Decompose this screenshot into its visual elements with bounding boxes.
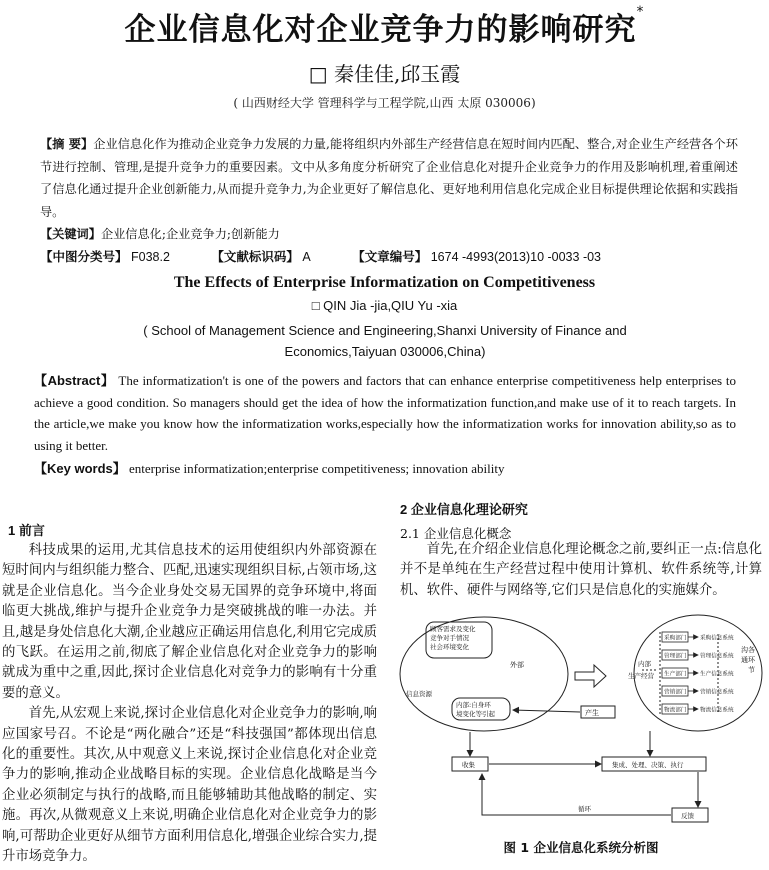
cycle-arrow — [482, 774, 671, 815]
paragraph: 首先,从宏观上来说,探讨企业信息化对企业竞争力的影响,响应国家号召。不论是“两化融合”还是“科技强国”都体现出信息化的重要性。其次,从中观意义上来说,探讨企业信息化对企业竞争力的影响,推动企业战略目标的实现。企业信息化战略是当今企业必须制定与执行的战略,而且能够辅助其他战略的制定、实施。再次,从微观意义上来说,明确企业信息化对企业竞争力的影响,可帮助企业更好从细节方面利用信息化,增强企业综合实力,提升市场竞争力。 — [2, 706, 377, 865]
cycle-label: 循环 — [578, 805, 591, 813]
external-info-line-1: 顾客需求及变化 — [430, 625, 476, 633]
english-keywords — [34, 458, 736, 480]
clc-value: F038.2 — [131, 249, 170, 264]
figure-department-rows — [662, 632, 734, 714]
side-label-char: 沟 — [741, 646, 748, 654]
english-authors: □ QIN Jia -jia,QIU Yu -xia — [311, 298, 458, 313]
dept-label: 管理部门 — [664, 653, 687, 660]
english-title: The Effects of Enterprise Informatization on Competitiveness — [173, 274, 596, 291]
doc-code-label: 【文献标识码】 — [211, 248, 299, 264]
title-footnote-mark: * — [636, 4, 645, 20]
dept-label: 生产部门 — [664, 671, 687, 678]
internal-env-line-2: 境变化等引起 — [456, 710, 495, 718]
collect-label: 收集 — [462, 761, 475, 769]
section-2-body — [400, 540, 762, 601]
abstract-cn-label: 【摘 要】 — [40, 137, 94, 151]
system-label: 生产信息系统 — [700, 671, 734, 678]
right-block-arrow — [575, 665, 606, 687]
abstract-cn-block — [40, 133, 738, 269]
info-resource-label: 信息资源 — [406, 690, 432, 698]
system-label: 采购信息系统 — [700, 635, 734, 642]
system-label: 物流信息系统 — [700, 707, 734, 714]
keywords-cn — [40, 223, 738, 246]
section-1-body — [2, 541, 377, 868]
system-label: 营销信息系统 — [700, 689, 734, 696]
abstract-cn-text: 企业信息化作为推动企业竞争力发展的力量,能将组织内外部生产经营信息在短时间内匹配、整合,对企业生产经营各个环节进行控制、管理,是提升竞争力的重要因素。文中从多角度分析研究了企业信息化对提升企业竞争力的作用及影响机理,着重阐述了信息化通过提升企业创新能力,从而提升竞争力,为企业更好了解信息化、更好地利用信息化完成企业目标提供理论依据和实践指导。 — [40, 137, 738, 219]
produce-label: 产生 — [585, 709, 599, 717]
paper-title-text: 企业信息化对企业竞争力的影响研究 — [124, 12, 637, 48]
english-abstract-label: 【Abstract】 — [34, 373, 115, 388]
side-label-char: 通 — [741, 656, 748, 664]
production-label: 生产经营 — [628, 672, 654, 680]
system-label: 管理信息系统 — [700, 653, 734, 660]
english-abstract-text: The informatization't is one of the powers and factors that can enhance enterprise competitiveness help enterprises to achieve a good condition. So managers should get the idea of how the informatization function,and make use of it to reach targets. In the article,we make you know how the informatization works,especially how the informatization works for innovation ability,so as to using it better. — [34, 373, 736, 453]
side-label-vertical — [741, 645, 756, 674]
section-1 — [2, 520, 377, 868]
side-label-char: 节 — [748, 666, 755, 674]
section-1-heading: 1 前言 — [8, 523, 45, 538]
section-2-heading: 2 企业信息化理论研究 — [400, 502, 528, 517]
paper-title — [0, 4, 769, 49]
english-keywords-text: enterprise informatization;enterprise competitiveness; innovation ability — [129, 461, 505, 476]
english-abstract-block — [34, 370, 736, 480]
process-label: 集成、处理、决策、执行 — [612, 761, 684, 769]
dept-label: 物流部门 — [664, 707, 687, 714]
clc-label: 【中图分类号】 — [40, 248, 128, 264]
outer-label: 外部 — [510, 661, 524, 669]
english-keywords-label: 【Key words】 — [34, 461, 126, 476]
keywords-cn-text: 企业信息化;企业竞争力;创新能力 — [100, 227, 280, 242]
keywords-cn-label: 【关键词】 — [40, 227, 101, 242]
doc-code-value: A — [302, 249, 311, 264]
classification-line — [40, 246, 738, 269]
side-label-char: 环 — [748, 656, 755, 664]
english-affiliation: ( School of Management Science and Engineering,Shanxi University of Finance and Economics,Taiyuan 030006,China) — [143, 323, 627, 359]
abstract-cn — [40, 133, 738, 223]
article-no-value: 1674 -4993(2013)10 -0033 -03 — [430, 249, 602, 264]
dept-label: 采购部门 — [664, 635, 687, 642]
side-label-char: 各 — [748, 646, 755, 654]
authors: □ 秦佳佳,邱玉霞 — [308, 62, 461, 86]
paragraph: 科技成果的运用,尤其信息技术的运用使组织内外部资源在短时间内与组织能力整合、匹配,迅速实现组织目标,占领市场,这就是企业信息化。当今企业身处交易无国界的竞争环境中,将面临更大挑战,维护与提升企业竞争力是突破挑战的唯一办法。并且,越是身处信息化大潮,企业越应正确运用信息化,利用它完成质的飞跃。在运用之前,彻底了解企业信息化对企业竞争力的影响就成为重中之重,因此,探讨企业信息化对竞争力的影响有十分重要的意义。 — [2, 543, 377, 701]
internal-label: 内部 — [638, 660, 651, 668]
external-info-line-2: 竞争对手情况 — [430, 634, 469, 642]
internal-env-line-1: 内部:自身环 — [456, 701, 491, 709]
figure-1-caption: 图 1 企业信息化系统分析图 — [503, 840, 659, 855]
dept-label: 营销部门 — [664, 689, 687, 696]
article-no-label: 【文章编号】 — [352, 248, 428, 264]
section-2-heading-block — [400, 499, 762, 542]
feedback-label: 反馈 — [681, 812, 694, 820]
english-abstract — [34, 370, 736, 456]
section-2-1-heading: 2.1 企业信息化概念 — [400, 526, 512, 541]
paragraph: 首先,在介绍企业信息化理论概念之前,要纠正一点:信息化并不是单纯在生产经营过程中使用计算机、软件系统等,计算机、软件、硬件与网络等,它们只是信息化的实施媒介。 — [400, 542, 762, 598]
affiliation: ( 山西财经大学 管理科学与工程学院,山西 太原 030006) — [233, 96, 536, 110]
figure-1-diagram — [398, 612, 764, 828]
external-info-line-3: 社会环境变化 — [430, 643, 469, 651]
